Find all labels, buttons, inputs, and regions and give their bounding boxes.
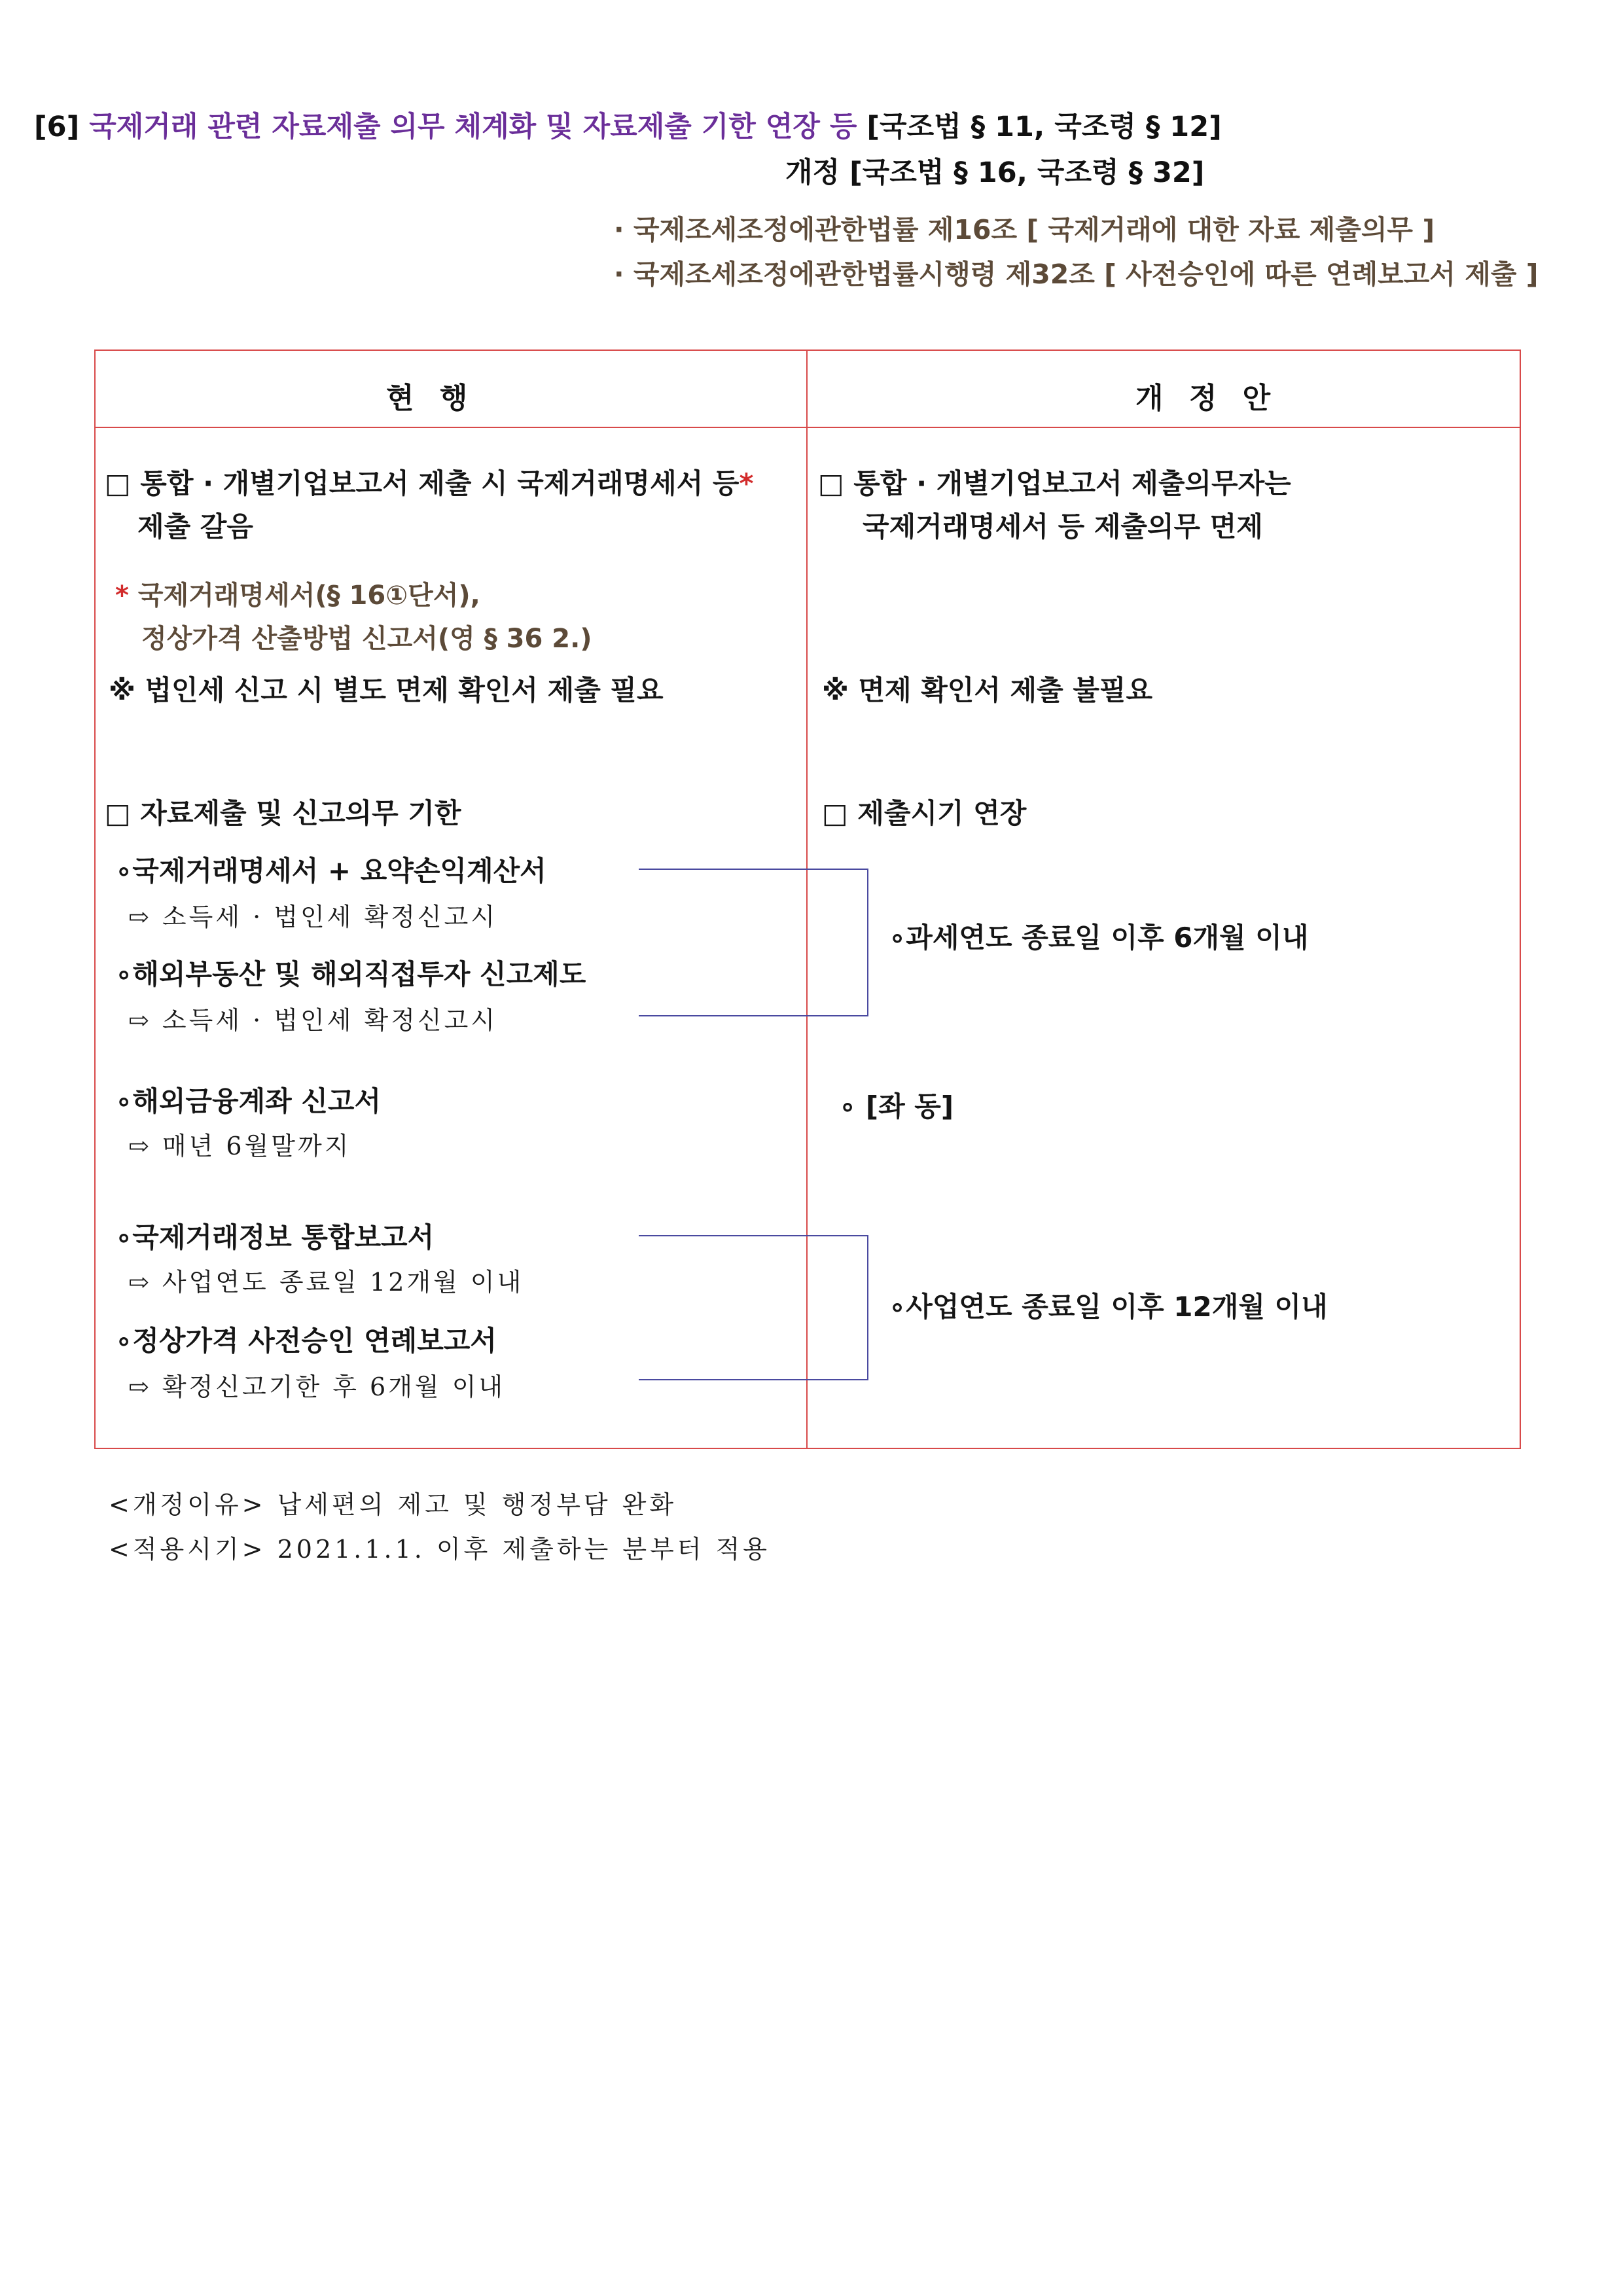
section-title: 국제거래 관련 자료제출 의무 체계화 및 자료제출 기한 연장 등 (89, 111, 857, 143)
revised-group2: ∘사업연도 종료일 이후 12개월 이내 (889, 1291, 1328, 1323)
asterisk-marker: * (739, 467, 754, 499)
revised-item2: □ 제출시기 연장 (822, 797, 1027, 829)
current-item1-line1: □ 통합 · 개별기업보고서 제출 시 국제거래명세서 등* (105, 467, 754, 499)
sub-item-detail: ⇨ 매년 6월말까지 (128, 1132, 351, 1160)
sub-item-title: ∘국제거래명세서 + 요약손익계산서 (115, 855, 546, 887)
header-revised: 개 정 안 (1135, 382, 1279, 415)
current-item1-line2: 제출 갈음 (137, 511, 253, 543)
sub-item-title: ∘해외부동산 및 해외직접투자 신고제도 (115, 958, 586, 990)
bracket-group1 (639, 869, 868, 1016)
sub-item-title: ∘국제거래정보 통합보고서 (115, 1221, 435, 1253)
sub-item-title: ∘정상가격 사전승인 연례보고서 (115, 1325, 497, 1357)
current-item2: □ 자료제출 및 신고의무 기한 (105, 797, 461, 829)
revised-item1-line2: 국제거래명세서 등 제출의무 면제 (863, 511, 1263, 543)
sub-item-detail: ⇨ 소득세 · 법인세 확정신고시 (128, 903, 498, 931)
law-reference-2: · 국제조세조정에관한법률시행령 제32조 [ 사전승인에 따른 연례보고서 제출 ] (614, 259, 1539, 290)
bracket-group2 (639, 1236, 868, 1380)
footnote-line1: * 국제거래명세서(§ 16①단서), (115, 581, 480, 611)
effective-date: <적용시기> 2021.1.1. 이후 제출하는 분부터 적용 (109, 1535, 770, 1564)
revised-same: ∘ [좌 동] (839, 1090, 954, 1122)
sub-item-title: ∘해외금융계좌 신고서 (115, 1085, 382, 1117)
revised-item1-line1: □ 통합 · 개별기업보고서 제출의무자는 (818, 467, 1291, 499)
current-note1: ※ 법인세 신고 시 별도 면제 확인서 제출 필요 (109, 674, 664, 706)
revised-group1: ∘과세연도 종료일 이후 6개월 이내 (889, 922, 1309, 954)
header-current: 현 행 (386, 382, 476, 415)
revised-note1: ※ 면제 확인서 제출 불필요 (822, 674, 1153, 706)
footnote-line2: 정상가격 산출방법 신고서(영 § 36 2.) (141, 624, 592, 654)
section-number: [6] (34, 111, 80, 143)
current-law-reference: [국조법 § 11, 국조령 § 12] (866, 111, 1222, 143)
sub-item-detail: ⇨ 소득세 · 법인세 확정신고시 (128, 1006, 498, 1035)
sub-item-detail: ⇨ 확정신고기한 후 6개월 이내 (128, 1372, 506, 1401)
sub-item-detail: ⇨ 사업연도 종료일 12개월 이내 (128, 1268, 524, 1297)
revised-label: 개정 (785, 156, 840, 189)
law-reference-1: · 국제조세조정에관한법률 제16조 [ 국제거래에 대한 자료 제출의무 ] (614, 214, 1435, 245)
revision-reason: <개정이유> 납세편의 제고 및 행정부담 완화 (109, 1490, 677, 1519)
revised-law-reference: [국조법 § 16, 국조령 § 32] (849, 156, 1205, 189)
